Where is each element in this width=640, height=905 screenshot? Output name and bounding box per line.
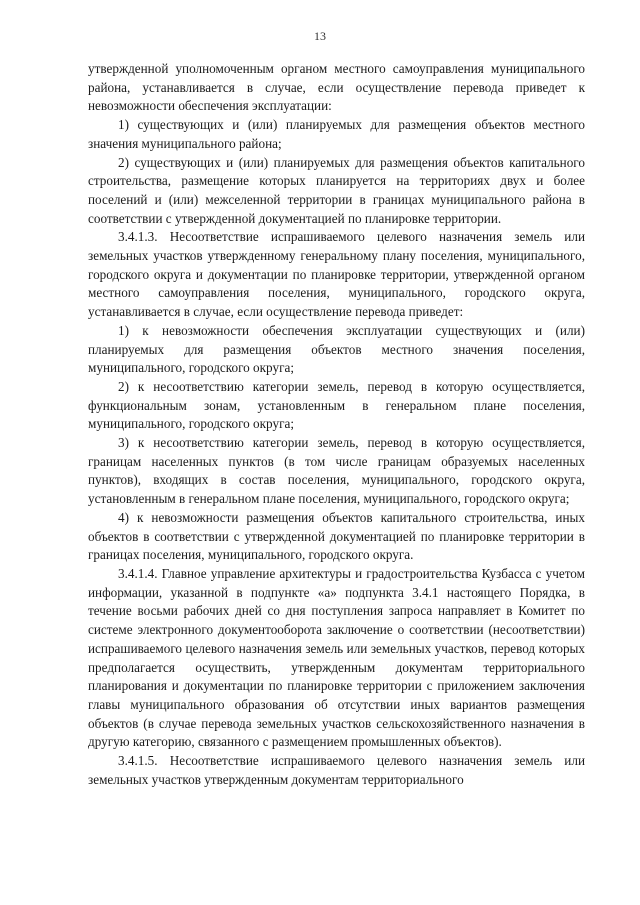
page-number: 13 <box>314 29 326 43</box>
paragraph: 3.4.1.3. Несоответствие испрашиваемого целевого назначения земель или земельных участков утвержденному генеральному плану поселения, муниципального, городского округа и документации по планировке территории, утвержденной органом местного самоуправления поселения, муниципального, городского округа, устанавливается в случае, если осуществление перевода приведет: <box>88 229 585 320</box>
paragraph: 4) к невозможности размещения объектов капитального строительства, иных объектов в соответствии с утвержденной документацией по планировке территории в границах поселения, муниципального, городского округа. <box>88 509 585 563</box>
paragraph: утвержденной уполномоченным органом местного самоуправления муниципального района, устанавливается в случае, если осуществление перевода приведет к невозможности обеспечения эксплуатации: <box>88 61 585 114</box>
paragraph: 3) к несоответствию категории земель, перевод в которую осуществляется, границам населенных пунктов (в том числе границам образуемых населенных пунктов), входящих в состав поселения, муниципального, городского округа, установленным в генеральном плане поселения, муниципального, городского округа; <box>88 435 585 507</box>
document-body <box>88 60 585 789</box>
paragraph: 2) к несоответствию категории земель, перевод в которую осуществляется, функциональным зонам, установленным в генеральном плане поселения, муниципального, городского округа; <box>88 378 585 432</box>
paragraph: 3.4.1.5. Несоответствие испрашиваемого целевого назначения земель или земельных участков утвержденным документам территориального <box>88 753 585 787</box>
paragraph: 1) существующих и (или) планируемых для размещения объектов местного значения муниципального района; <box>88 117 585 151</box>
paragraph: 1) к невозможности обеспечения эксплуатации существующих и (или) планируемых для размещения объектов местного значения поселения, муниципального, городского округа; <box>88 322 585 376</box>
paragraph: 3.4.1.4. Главное управление архитектуры и градостроительства Кузбасса с учетом информации, указанной в подпункте «а» подпункта 3.4.1 настоящего Порядка, в течение восьми рабочих дней со дня поступления запроса направляет в Комитет по системе электронного документооборота заключение о соответствии (несоответствии) испрашиваемого целевого назначения земель или земельных участков, перевод которых предполагается осуществить, утвержденным документам территориального планирования и документации по планировке территории с приложением заключения главы муниципального образования об отсутствии иных вариантов размещения объектов (в случае перевода земельных участков сельскохозяйственного назначения в другую категорию, связанного с размещением промышленных объектов). <box>88 565 585 750</box>
paragraph: 2) существующих и (или) планируемых для размещения объектов капитального строительства, размещение которых планируется на территориях двух и более поселений и (или) межселенной территории в границах муниципального района в соответствии с утвержденной документацией по планировке территории. <box>88 154 585 226</box>
